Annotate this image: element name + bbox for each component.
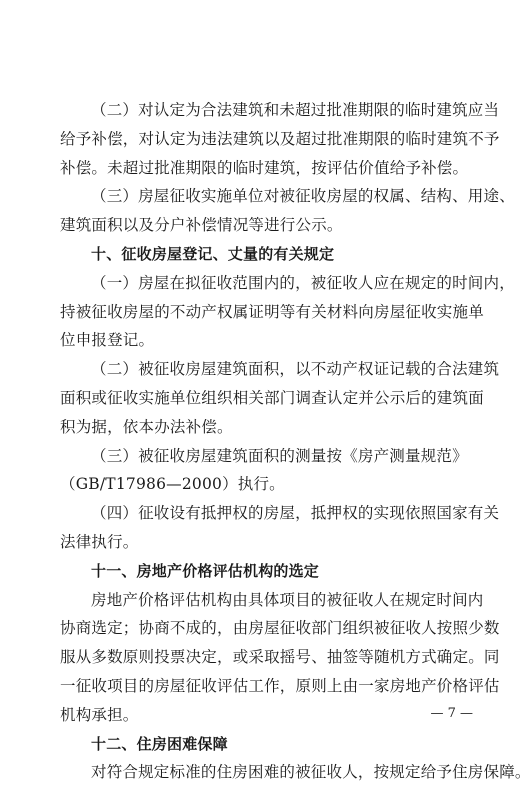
text-line: 建筑面积以及分户补偿情况等进行公示。 xyxy=(60,216,343,235)
section-heading: 十一、房地产价格评估机构的选定 xyxy=(91,561,320,580)
section-heading: 十、征收房屋登记、丈量的有关规定 xyxy=(91,244,335,263)
text-line: （一）房屋在拟征收范围内的，被征收人应在规定的时间内， xyxy=(91,273,515,292)
text-line: 积为据，依本办法补偿。 xyxy=(60,417,233,436)
text-line: 一征收项目的房屋征收评估工作，原则上由一家房地产价格评估 xyxy=(60,676,500,695)
text-line: （二）被征收房屋建筑面积，以不动产权证记载的合法建筑 xyxy=(91,360,500,379)
text-line: 服从多数原则投票决定，或采取摇号、抽签等随机方式确定。同 xyxy=(60,648,500,667)
section-heading: 十二、住房困难保障 xyxy=(91,734,228,753)
text-line: （二）对认定为合法建筑和未超过批准期限的临时建筑应当 xyxy=(91,101,500,119)
page-number: — 7 — xyxy=(430,706,473,721)
text-line: 对符合规定标准的住房困难的被征收人，按规定给予住房保障。 xyxy=(91,763,531,782)
document-body xyxy=(60,96,531,787)
text-line: 法律执行。 xyxy=(60,532,139,551)
text-line: 协商选定；协商不成的，由房屋征收部门组织被征收人按照少数 xyxy=(60,619,500,638)
text-line: 房地产价格评估机构由具体项目的被征收人在规定时间内 xyxy=(91,590,484,609)
text-line: 机构承担。 xyxy=(60,705,139,724)
text-line: （GB/T17986—2000）执行。 xyxy=(60,475,285,494)
text-line: 位申报登记。 xyxy=(60,331,155,350)
text-line: （三）房屋征收实施单位对被征收房屋的权属、结构、用途、 xyxy=(91,187,515,206)
text-line: （三）被征收房屋建筑面积的测量按《房产测量规范》 xyxy=(91,446,468,465)
text-line: 持被征收房屋的不动产权属证明等有关材料向房屋征收实施单 xyxy=(60,302,484,321)
text-line: 补偿。未超过批准期限的临时建筑，按评估价值给予补偿。 xyxy=(60,158,469,177)
text-line: 面积或征收实施单位组织相关部门调查认定并公示后的建筑面 xyxy=(60,388,484,407)
text-line: （四）征收设有抵押权的房屋，抵押权的实现依照国家有关 xyxy=(91,504,500,523)
text-line: 给予补偿，对认定为违法建筑以及超过批准期限的临时建筑不予 xyxy=(60,129,500,148)
